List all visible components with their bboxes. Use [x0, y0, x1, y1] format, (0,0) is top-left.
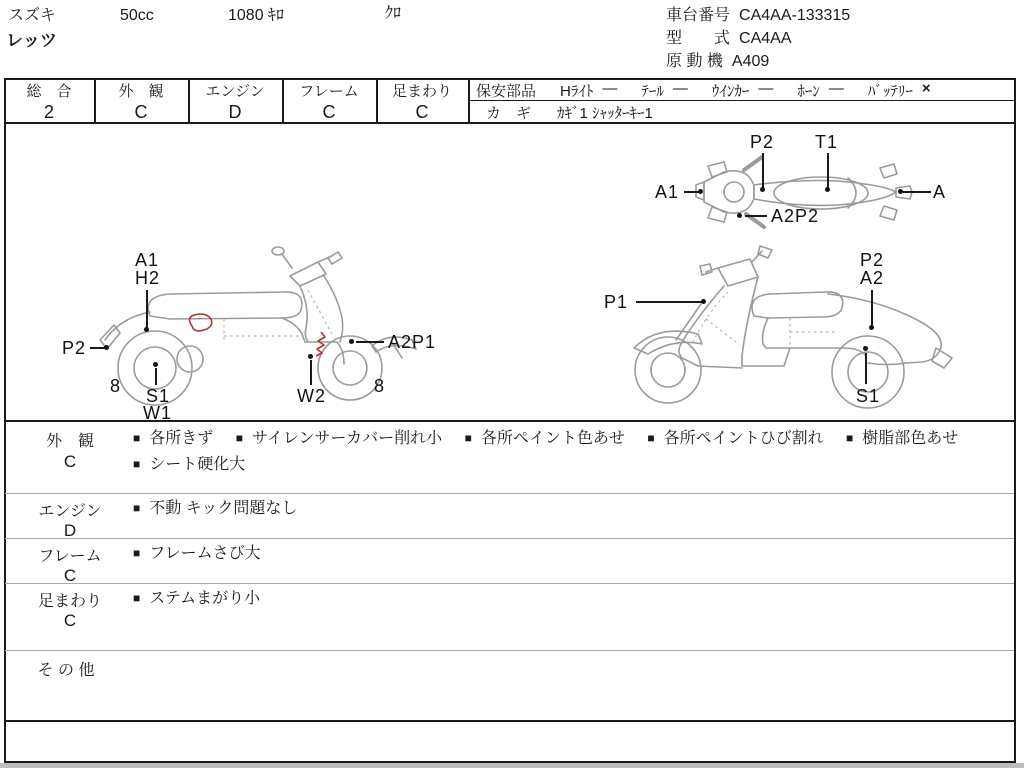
- wheel-size-label: 8: [374, 376, 386, 396]
- bullet-square-icon: ■: [133, 591, 141, 605]
- wheel-size-label: 8: [110, 376, 122, 396]
- callout-dot: [863, 346, 868, 351]
- callout-dot: [153, 362, 158, 367]
- damage-label: W1: [143, 403, 172, 423]
- callout-dot: [737, 213, 742, 218]
- note-grade-engine: D: [63, 521, 77, 540]
- key-row: [486, 103, 1006, 121]
- note-separator: [5, 493, 1014, 494]
- safety-item-headlight: Hﾗｲﾄ —: [560, 79, 618, 100]
- damage-label: P1: [604, 292, 629, 312]
- note-items-engine: [133, 496, 1007, 522]
- note-items-undercarriage: [133, 586, 1007, 612]
- note-item: ■ シート硬化大: [133, 456, 246, 473]
- note-label-exterior: 外 観: [45, 433, 94, 450]
- bullet-square-icon: ■: [846, 431, 854, 445]
- chassis-number-row: [666, 6, 850, 26]
- engine-code-label: 原 動 機: [666, 53, 723, 70]
- bullet-square-icon: ■: [133, 457, 141, 471]
- note-grade-exterior: C: [63, 452, 77, 471]
- grade-value: 2: [43, 101, 54, 122]
- model-code-row: [666, 29, 791, 49]
- callout-line: [310, 360, 312, 385]
- damage-label: P2: [62, 338, 87, 358]
- safety-item-tail: ﾃｰﾙ —: [641, 79, 688, 100]
- chassis-number-label: 車台番号: [666, 7, 731, 24]
- grade-cell-overall: [4, 80, 94, 122]
- key-value: ｶｷﾞ1 ｼｬｯﾀｰｷｰ1: [557, 104, 653, 122]
- callout-line: [155, 368, 157, 385]
- note-items-exterior: [133, 426, 1007, 478]
- note-label-engine: エンジン: [38, 503, 102, 520]
- callout-line: [745, 215, 767, 217]
- callout-dot: [701, 299, 706, 304]
- maker-name: スズキ: [8, 7, 57, 24]
- model-name: レッツ: [6, 31, 57, 50]
- model-code-label: 型 式: [666, 30, 731, 47]
- bullet-square-icon: ■: [133, 431, 141, 445]
- grade-divider: [468, 78, 470, 124]
- grade-value: C: [134, 101, 148, 122]
- damage-label: A1: [135, 250, 160, 270]
- damage-label: T1: [815, 132, 839, 152]
- callout-dot: [698, 189, 703, 194]
- safety-item-battery: ﾊﾞｯﾃﾘｰ ×: [867, 79, 931, 100]
- grade-cell-exterior: [94, 80, 188, 122]
- damage-label: A2: [860, 268, 885, 288]
- grade-cell-undercarriage: [376, 80, 468, 122]
- grade-label: フレーム: [299, 82, 359, 100]
- bullet-square-icon: ■: [235, 431, 243, 445]
- note-items-frame: [133, 541, 1007, 567]
- key-label: カ ギ: [486, 104, 532, 122]
- note-item: ■ 各所ペイントひび割れ: [647, 430, 824, 447]
- damage-label: P2: [860, 250, 885, 270]
- note-label-other: そ の 他: [37, 662, 95, 679]
- safety-parts-label: 保安部品: [476, 82, 537, 100]
- callout-line: [903, 191, 931, 193]
- note-label-undercarriage: 足まわり: [37, 593, 102, 610]
- grade-cell-engine: [188, 80, 282, 122]
- engine-code-value: A409: [731, 53, 770, 70]
- bullet-square-icon: ■: [133, 546, 141, 560]
- damage-label: S1: [856, 386, 881, 406]
- note-item: ■ フレームさび大: [133, 545, 261, 562]
- callout-dot: [104, 345, 109, 350]
- bullet-square-icon: ■: [647, 431, 655, 445]
- callout-line: [827, 153, 829, 188]
- callout-dot: [144, 327, 149, 332]
- note-separator: [5, 538, 1014, 539]
- note-item: ■ 各所ペイント色あせ: [464, 430, 625, 447]
- callout-line: [146, 290, 148, 328]
- callout-dot: [825, 187, 830, 192]
- grade-label: 足まわり: [391, 82, 452, 100]
- bullet-square-icon: ■: [464, 431, 472, 445]
- callout-dot: [308, 354, 313, 359]
- callout-line: [636, 301, 702, 303]
- mileage: 1080 ｷﾛ: [228, 7, 285, 24]
- page-bottom-strip: [0, 763, 1024, 768]
- note-item: ■ 不動 キック問題なし: [133, 500, 298, 517]
- grade-label: 外 観: [118, 82, 164, 100]
- body-color: ｸﾛ: [385, 5, 402, 22]
- note-grade-undercarriage: C: [63, 611, 77, 630]
- callout-dot: [760, 187, 765, 192]
- damage-label: A2P2: [771, 206, 820, 226]
- damage-label: W2: [297, 386, 326, 406]
- displacement: 50cc: [120, 7, 154, 24]
- damage-label: A: [933, 182, 947, 202]
- callout-dot: [898, 189, 903, 194]
- damage-label: S1: [146, 386, 171, 406]
- callout-line: [762, 153, 764, 188]
- model-code-value: CA4AA: [739, 30, 792, 47]
- scooter-top-view-drawing: [688, 152, 938, 240]
- note-item: ■ ステムまがり小: [133, 590, 261, 607]
- note-item: ■ サイレンサーカバー削れ小: [235, 430, 443, 447]
- safety-parts-row: [476, 80, 1012, 100]
- callout-dot: [869, 325, 874, 330]
- damage-label: P2: [750, 132, 775, 152]
- grade-value: C: [322, 101, 336, 122]
- callout-line: [865, 353, 867, 384]
- grade-label: エンジン: [205, 82, 265, 100]
- note-item: ■ 各所きず: [133, 430, 214, 447]
- grade-value: C: [415, 101, 429, 122]
- safety-item-horn: ﾎｰﾝ —: [797, 79, 844, 100]
- note-separator: [5, 650, 1014, 651]
- damage-label: H2: [135, 268, 161, 288]
- damage-label: A1: [655, 182, 680, 202]
- callout-dot: [349, 339, 354, 344]
- note-item: ■ 樹脂部色あせ: [846, 430, 959, 447]
- chassis-number-value: CA4AA-133315: [739, 7, 851, 24]
- grade-cell-frame: [282, 80, 376, 122]
- bullet-square-icon: ■: [133, 501, 141, 515]
- callout-line: [356, 341, 384, 343]
- other-row-bottom-line: [4, 720, 1016, 722]
- engine-code-row: [666, 52, 769, 72]
- damage-label: A2P1: [388, 332, 437, 352]
- note-grade-frame: C: [63, 566, 77, 585]
- note-label-frame: フレーム: [38, 548, 102, 565]
- scooter-right-view-drawing: [606, 244, 996, 422]
- note-separator: [5, 583, 1014, 584]
- safety-item-winker: ｳｲﾝｶｰ —: [711, 79, 774, 100]
- callout-line: [871, 290, 873, 326]
- grade-value: D: [228, 101, 242, 122]
- grade-label: 総 合: [26, 82, 72, 100]
